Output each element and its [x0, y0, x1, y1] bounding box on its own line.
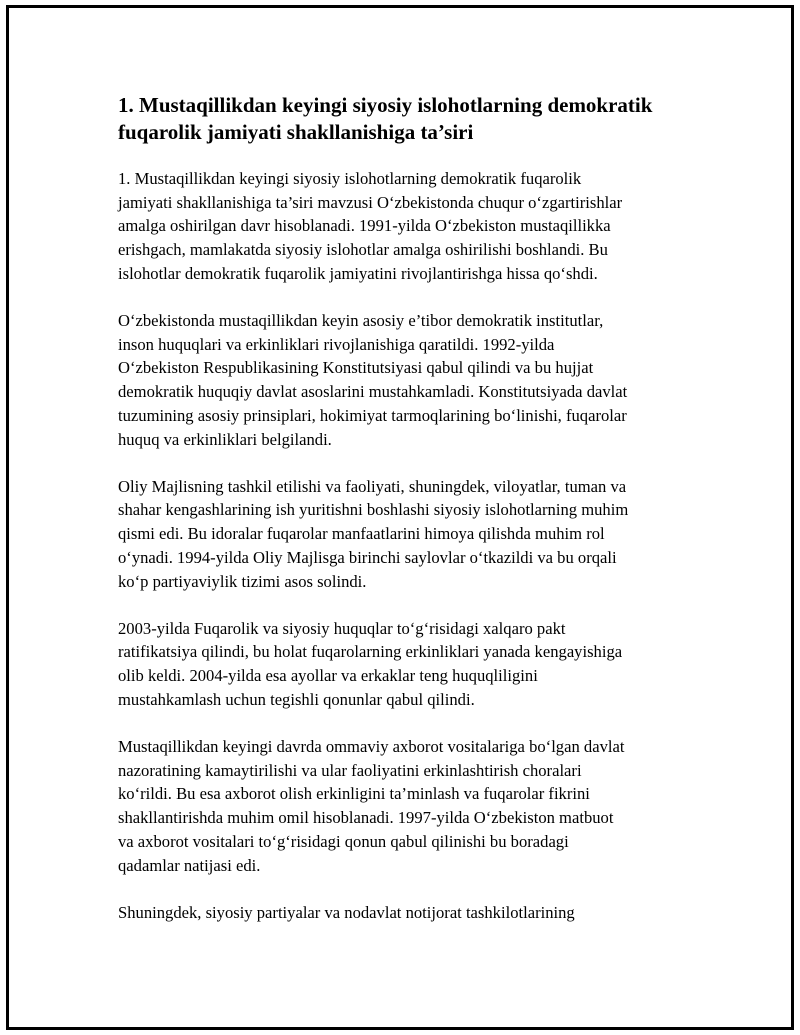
text-line: huquq va erkinliklari belgilandi.	[118, 429, 332, 449]
text-line: inson huquqlari va erkinliklari rivojlanishiga qaratildi. 1992-yilda	[118, 334, 555, 354]
text-line: olib keldi. 2004-yilda esa ayollar va erkaklar teng huquqliligini	[118, 666, 538, 686]
text-line: 1. Mustaqillikdan keyingi siyosiy islohotlarning demokratik fuqarolik	[118, 169, 582, 188]
paragraph-2	[118, 309, 693, 451]
text-line: amalga oshirilgan davr hisoblanadi. 1991-yilda O‘zbekiston mustaqillikka	[118, 216, 611, 236]
text-line: Oliy Majlisning tashkil etilishi va faoliyati, shuningdek, viloyatlar, tuman va	[118, 476, 627, 496]
paragraph-6	[118, 901, 693, 925]
text-line: O‘zbekiston Respublikasining Konstitutsiyasi qabul qilindi va bu hujjat	[118, 358, 594, 378]
text-line: ko‘p partiyaviylik tizimi asos solindi.	[118, 571, 367, 591]
text-line: nazoratining kamaytirilishi va ular faoliyatini erkinlashtirish choralari	[118, 760, 582, 780]
document-body	[118, 92, 693, 948]
text-line: demokratik huquqiy davlat asoslarini mustahkamladi. Konstitutsiyada davlat	[118, 382, 628, 402]
text-line: erishgach, mamlakatda siyosiy islohotlar amalga oshirilishi boshlandi. Bu	[118, 240, 608, 260]
text-line: Mustaqillikdan keyingi davrda ommaviy axborot vositalariga bo‘lgan davlat	[118, 737, 625, 757]
text-line: 2003-yilda Fuqarolik va siyosiy huquqlar to‘g‘risidagi xalqaro pakt	[118, 618, 566, 638]
text-line: tuzumining asosiy prinsiplari, hokimiyat tarmoqlarining bo‘linishi, fuqarolar	[118, 405, 627, 425]
text-line: va axborot vositalari to‘g‘risidagi qonun qabul qilinishi bu boradagi	[118, 831, 569, 851]
text-line: jamiyati shakllanishiga ta’siri mavzusi O‘zbekistonda chuqur o‘zgartirishlar	[118, 192, 623, 212]
text-line: o‘ynadi. 1994-yilda Oliy Majlisga birinchi saylovlar o‘tkazildi va bu orqali	[118, 547, 617, 567]
paragraph-1	[118, 167, 693, 286]
paragraph-3	[118, 475, 693, 594]
text-line: shakllantirishda muhim omil hisoblanadi. 1997-yilda O‘zbekiston matbuot	[118, 808, 614, 828]
heading-line: fuqarolik jamiyati shakllanishiga ta’siri	[118, 120, 474, 144]
heading-line: 1. Mustaqillikdan keyingi siyosiy islohotlarning demokratik	[118, 93, 653, 117]
text-line: shahar kengashlarining ish yuritishni boshlashi siyosiy islohotlarning muhim	[118, 500, 629, 520]
text-line: qismi edi. Bu idoralar fuqarolar manfaatlarini himoya qilishda muhim rol	[118, 524, 605, 544]
text-line: Shuningdek, siyosiy partiyalar va nodavlat notijorat tashkilotlarining	[118, 902, 575, 922]
text-line: qadamlar natijasi edi.	[118, 855, 261, 875]
paragraph-4	[118, 617, 693, 712]
text-line: mustahkamlash uchun tegishli qonunlar qabul qilindi.	[118, 689, 475, 709]
text-line: islohotlar demokratik fuqarolik jamiyatini rivojlantirishga hissa qo‘shdi.	[118, 263, 598, 283]
text-line: ratifikatsiya qilindi, bu holat fuqarolarning erkinliklari yanada kengayishiga	[118, 642, 623, 662]
text-line: ko‘rildi. Bu esa axborot olish erkinligini ta’minlash va fuqarolar fikrini	[118, 784, 590, 804]
document-heading	[118, 92, 693, 146]
text-line: O‘zbekistonda mustaqillikdan keyin asosiy e’tibor demokratik institutlar,	[118, 311, 604, 331]
paragraph-5	[118, 735, 693, 877]
